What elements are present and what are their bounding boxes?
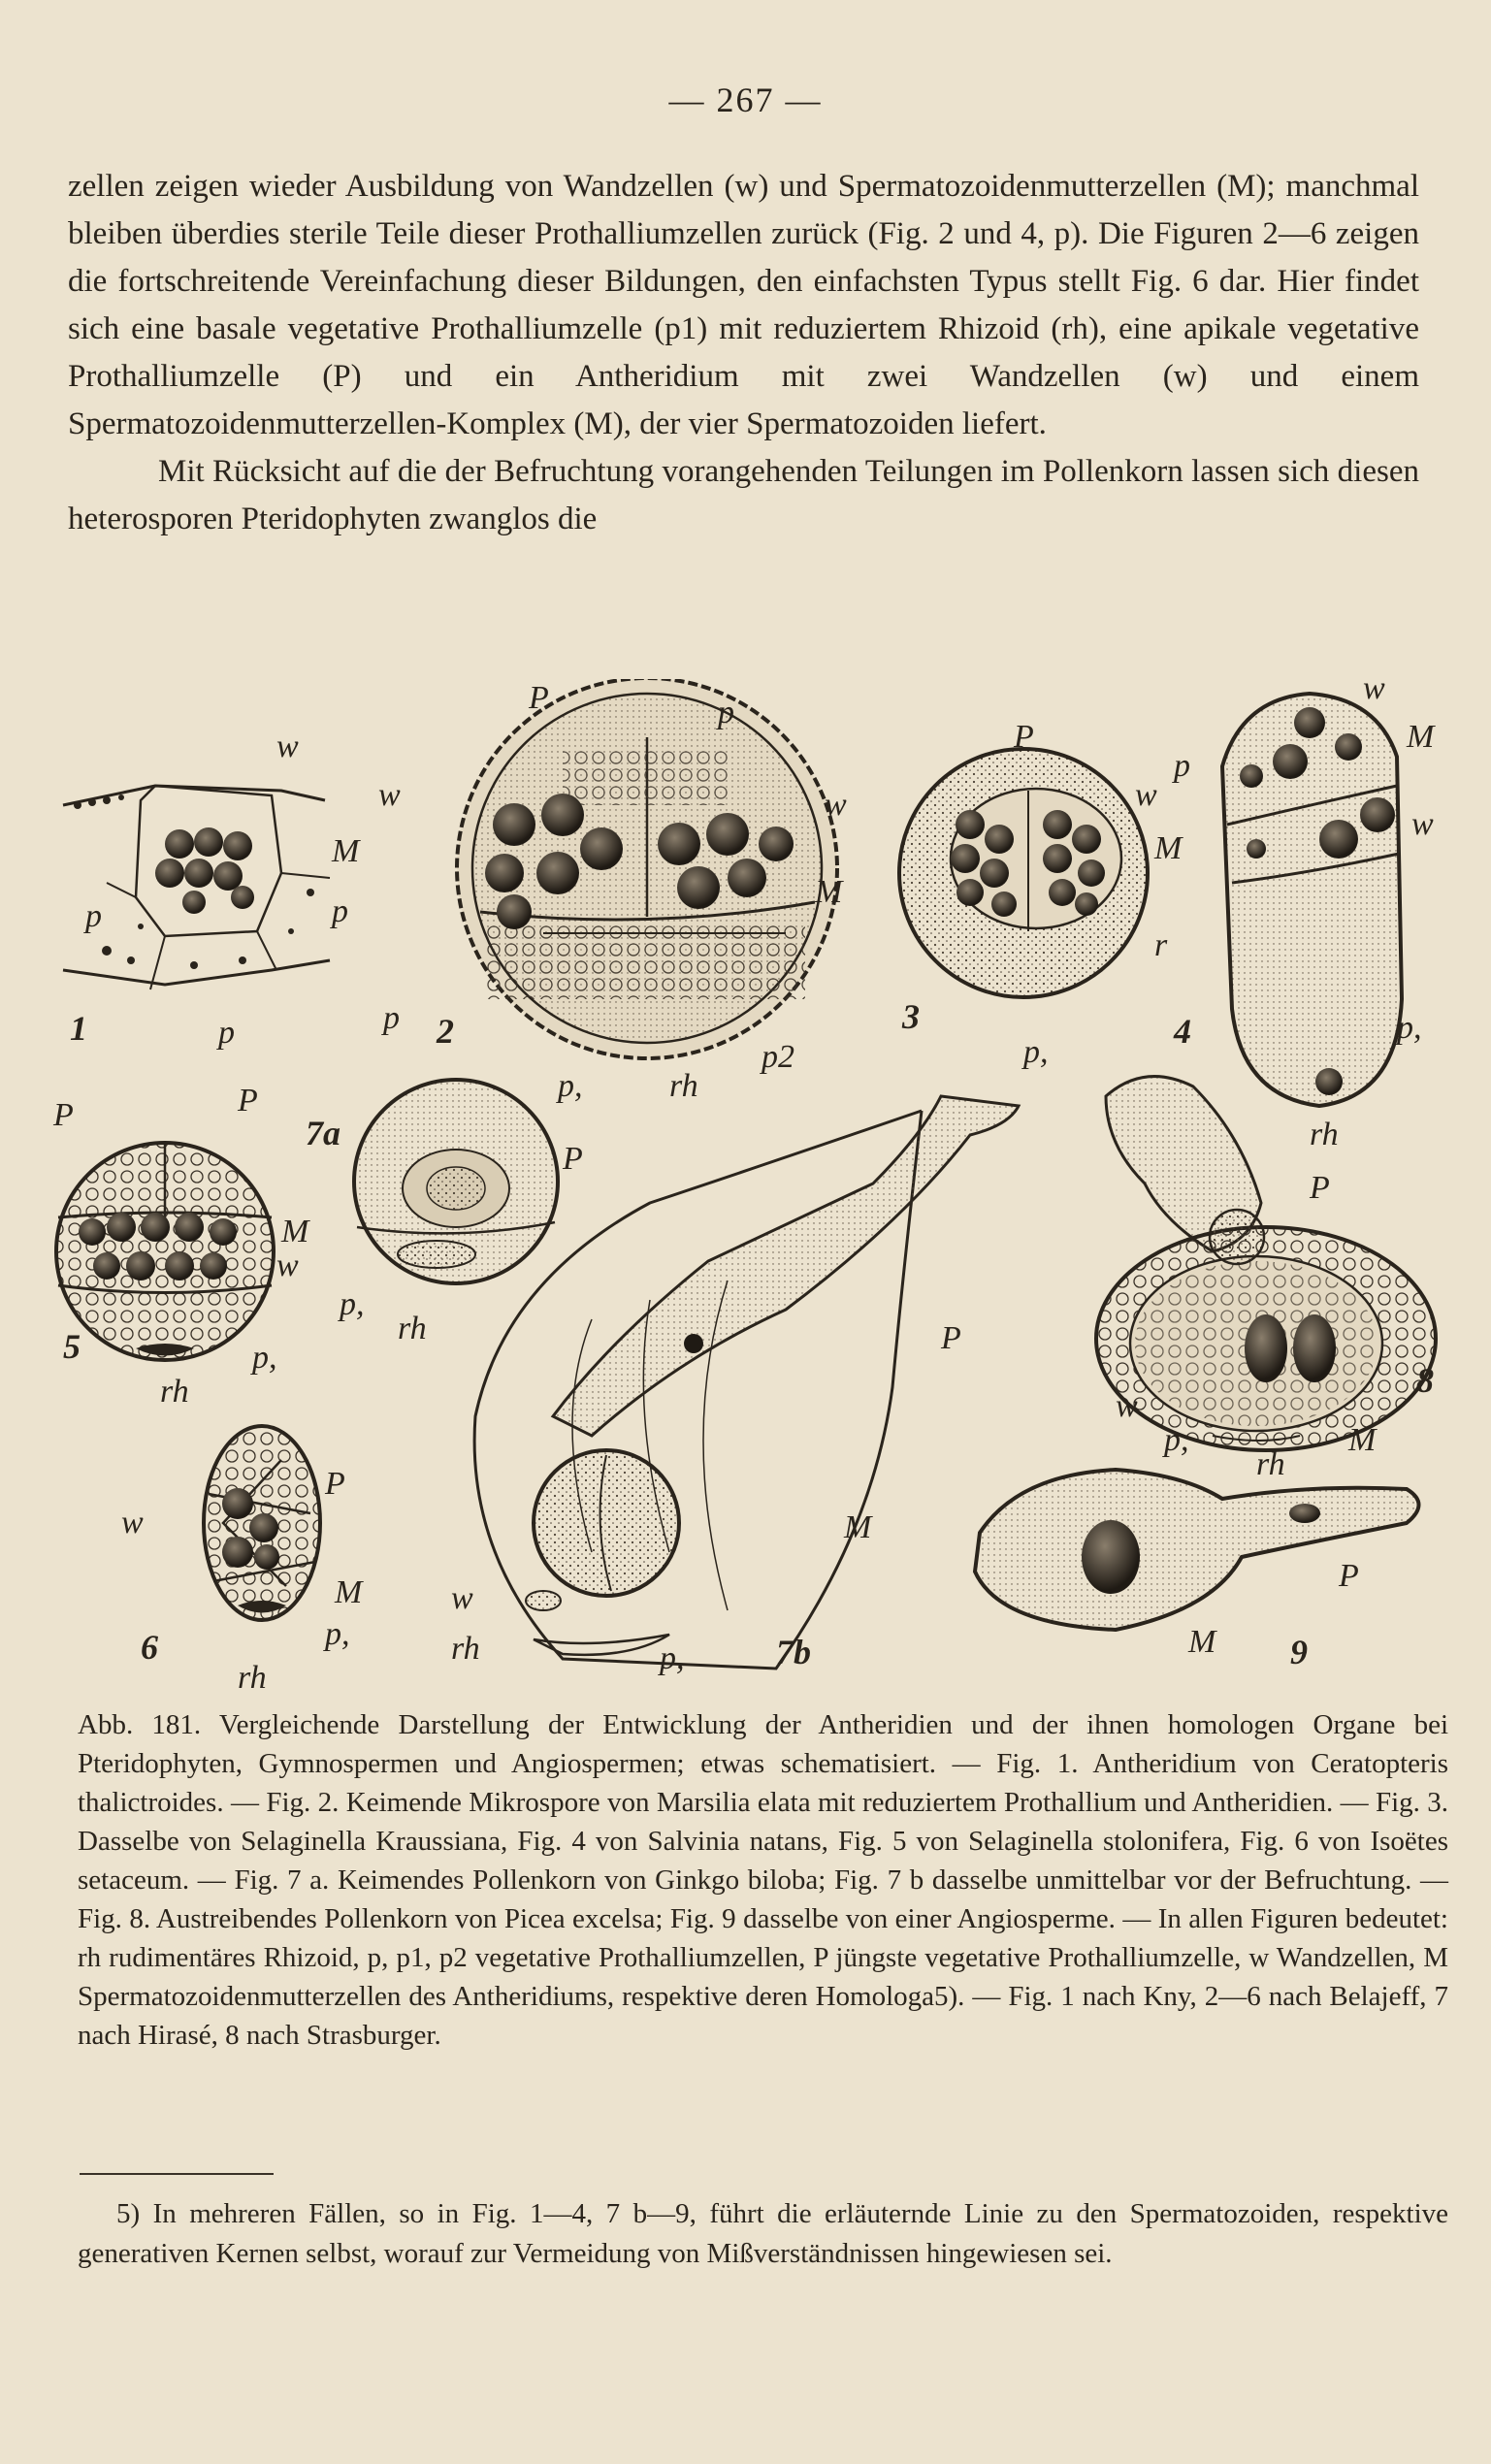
fig-5-number: 5 xyxy=(63,1327,81,1366)
fig-2-label-p1: p, xyxy=(558,1068,583,1104)
fig-5-label-M: M xyxy=(281,1214,309,1249)
body-text xyxy=(68,163,1419,543)
fig-7b-label-p1: p, xyxy=(660,1640,685,1676)
footnote-text: 5) In mehreren Fällen, so in Fig. 1—4, 7 b—9, führt die erläuternde Linie zu den Spermatozoiden, respektive generativen Kernen selbst, worauf zur Vermeidung von Mißverständnissen hingewiesen sei. xyxy=(78,2198,1448,2269)
fig-3-label-r: r xyxy=(1154,927,1168,963)
fig-2-number: 2 xyxy=(437,1012,454,1051)
fig-7a-label-p1: p, xyxy=(340,1286,365,1322)
fig-8-drawing xyxy=(1096,1077,1436,1450)
fig-8-label-w: w xyxy=(1116,1388,1138,1424)
fig-4-drawing xyxy=(1222,694,1402,1106)
fig-7b-label-rh: rh xyxy=(451,1631,480,1667)
fig-2-drawing xyxy=(457,679,837,1058)
fig-1-label-w: w xyxy=(276,729,299,764)
fig-7a-drawing xyxy=(354,1080,558,1283)
fig-4-label-rh: rh xyxy=(1310,1117,1339,1152)
fig-3-label-M: M xyxy=(1154,830,1183,866)
fig-8-label-M: M xyxy=(1348,1422,1377,1458)
fig-6-number: 6 xyxy=(141,1628,158,1667)
fig-3-drawing xyxy=(899,749,1148,997)
fig-8-label-P: P xyxy=(1310,1170,1330,1206)
fig-7b-label-P: P xyxy=(941,1320,961,1356)
fig-2-label-M: M xyxy=(815,874,843,910)
fig-7a-label-rh: rh xyxy=(398,1311,427,1346)
figure-caption xyxy=(78,1705,1448,2055)
fig-9-drawing xyxy=(975,1470,1419,1630)
fig-2-label-p-top: p xyxy=(718,695,734,730)
fig-9-label-M: M xyxy=(1188,1624,1216,1660)
fig-2-label-p2: p2 xyxy=(762,1039,794,1075)
fig-5-label-rh: rh xyxy=(160,1374,189,1410)
fig-5-label-P-left: P xyxy=(53,1097,74,1133)
fig-2-label-P: P xyxy=(529,680,549,716)
fig-2-label-p: p xyxy=(383,1000,400,1036)
fig-1-label-p-bottom: p xyxy=(218,1015,235,1051)
fig-2-label-w-left: w xyxy=(378,777,401,813)
fig-7b-number: 7b xyxy=(776,1633,811,1671)
footnote-rule xyxy=(80,2173,274,2175)
fig-5-label-p1: p, xyxy=(252,1340,277,1376)
fig-5-label-w: w xyxy=(276,1248,299,1283)
fig-4-label-w-right: w xyxy=(1411,806,1434,842)
fig-3-number: 3 xyxy=(902,997,920,1036)
fig-3-label-p1: p, xyxy=(1023,1034,1049,1070)
fig-6-drawing xyxy=(204,1426,320,1620)
fig-4-label-p1: p, xyxy=(1397,1010,1422,1046)
footnote xyxy=(78,2194,1448,2274)
paragraph-2: Mit Rücksicht auf die der Befruchtung vorangehenden Teilungen im Pollenkorn lassen sich diesen heterosporen Pteridophyten zwanglos die xyxy=(68,454,1419,536)
fig-1-drawing xyxy=(63,786,330,989)
fig-8-label-rh: rh xyxy=(1256,1446,1285,1482)
fig-6-label-rh: rh xyxy=(238,1660,267,1688)
page-number: — 267 — xyxy=(668,81,823,119)
fig-4-label-M: M xyxy=(1407,719,1435,755)
fig-2-label-w-right: w xyxy=(825,787,847,823)
fig-6-label-M: M xyxy=(335,1574,363,1610)
fig-8-label-p1: p, xyxy=(1164,1422,1189,1458)
fig-7a-number: 7a xyxy=(306,1114,340,1152)
figure-181 xyxy=(49,679,1445,1688)
fig-1-label-M: M xyxy=(332,833,360,869)
fig-9-label-P: P xyxy=(1339,1558,1359,1594)
fig-4-number: 4 xyxy=(1174,1012,1191,1051)
fig-6-label-w: w xyxy=(121,1505,144,1540)
fig-1-label-p-right: p xyxy=(332,893,348,929)
fig-7a-label-P: P xyxy=(563,1141,583,1177)
fig-6-label-p1: p, xyxy=(325,1616,350,1652)
paragraph-1: zellen zeigen wieder Ausbildung von Wandzellen (w) und Spermatozoidenmutterzellen (M); manchmal bleiben überdies sterile Teile dieser Prothalliumzellen zurück (Fig. 2 und 4, p). Die Figuren 2—6 zeigen die fortschreitende Vereinfachung dieser Bildungen, den einfachsten Typus stellt Fig. 6 dar. Hier findet sich eine basale vegetative Prothalliumzelle (p1) mit reduziertem Rhizoid (rh), eine apikale vegetative Prothalliumzelle (P) und ein Antheridium mit zwei Wandzellen (w) und einem Spermatozoidenmutterzellen-Komplex (M), der vier Spermatozoiden liefert. xyxy=(68,169,1419,441)
fig-1-number: 1 xyxy=(70,1009,87,1048)
fig-2-label-rh: rh xyxy=(669,1068,698,1104)
caption-text: Abb. 181. Vergleichende Darstellung der Entwicklung der Antheridien und der ihnen homologen Organe bei Pteridophyten, Gymnospermen und Angiospermen; etwas schematisiert. — Fig. 1. Antheridium von Ceratopteris thalictroides. — Fig. 2. Keimende Mikrospore von Marsilia elata mit reduziertem Prothallium und Antheridien. — Fig. 3. Dasselbe von Selaginella Kraussiana, Fig. 4 von Salvinia natans, Fig. 5 von Selaginella stolonifera, Fig. 6 von Isoëtes setaceum. — Fig. 7 a. Keimendes Pollenkorn von Ginkgo biloba; Fig. 7 b dasselbe unmittelbar vor der Befruchtung. — Fig. 8. Austreibendes Pollenkorn von Picea excelsa; Fig. 9 dasselbe von einer Angiosperme. — In allen Figuren bedeutet: rh rudimentäres Rhizoid, p, p1, p2 vegetative Prothalliumzellen, P jüngste vegetative Prothalliumzelle, w Wandzellen, M Spermatozoidenmutterzellen des Antheridiums, respektive deren Homologa5). — Fig. 1 nach Kny, 2—6 nach Belajeff, 7 nach Hirasé, 8 nach Strasburger. xyxy=(78,1709,1448,2051)
fig-8-number: 8 xyxy=(1416,1361,1434,1400)
fig-4-label-p: p xyxy=(1174,748,1190,784)
fig-7b-label-M: M xyxy=(844,1509,872,1545)
fig-5-label-P-right: P xyxy=(238,1083,258,1119)
fig-3-label-P: P xyxy=(1014,719,1034,755)
fig-4-label-w-top: w xyxy=(1363,679,1385,706)
fig-6-label-P: P xyxy=(325,1466,345,1502)
fig-9-number: 9 xyxy=(1290,1633,1308,1671)
fig-7b-label-w: w xyxy=(451,1580,473,1616)
fig-5-drawing xyxy=(56,1143,274,1360)
fig-3-label-w: w xyxy=(1135,777,1157,813)
fig-1-label-p-left: p xyxy=(85,898,102,934)
